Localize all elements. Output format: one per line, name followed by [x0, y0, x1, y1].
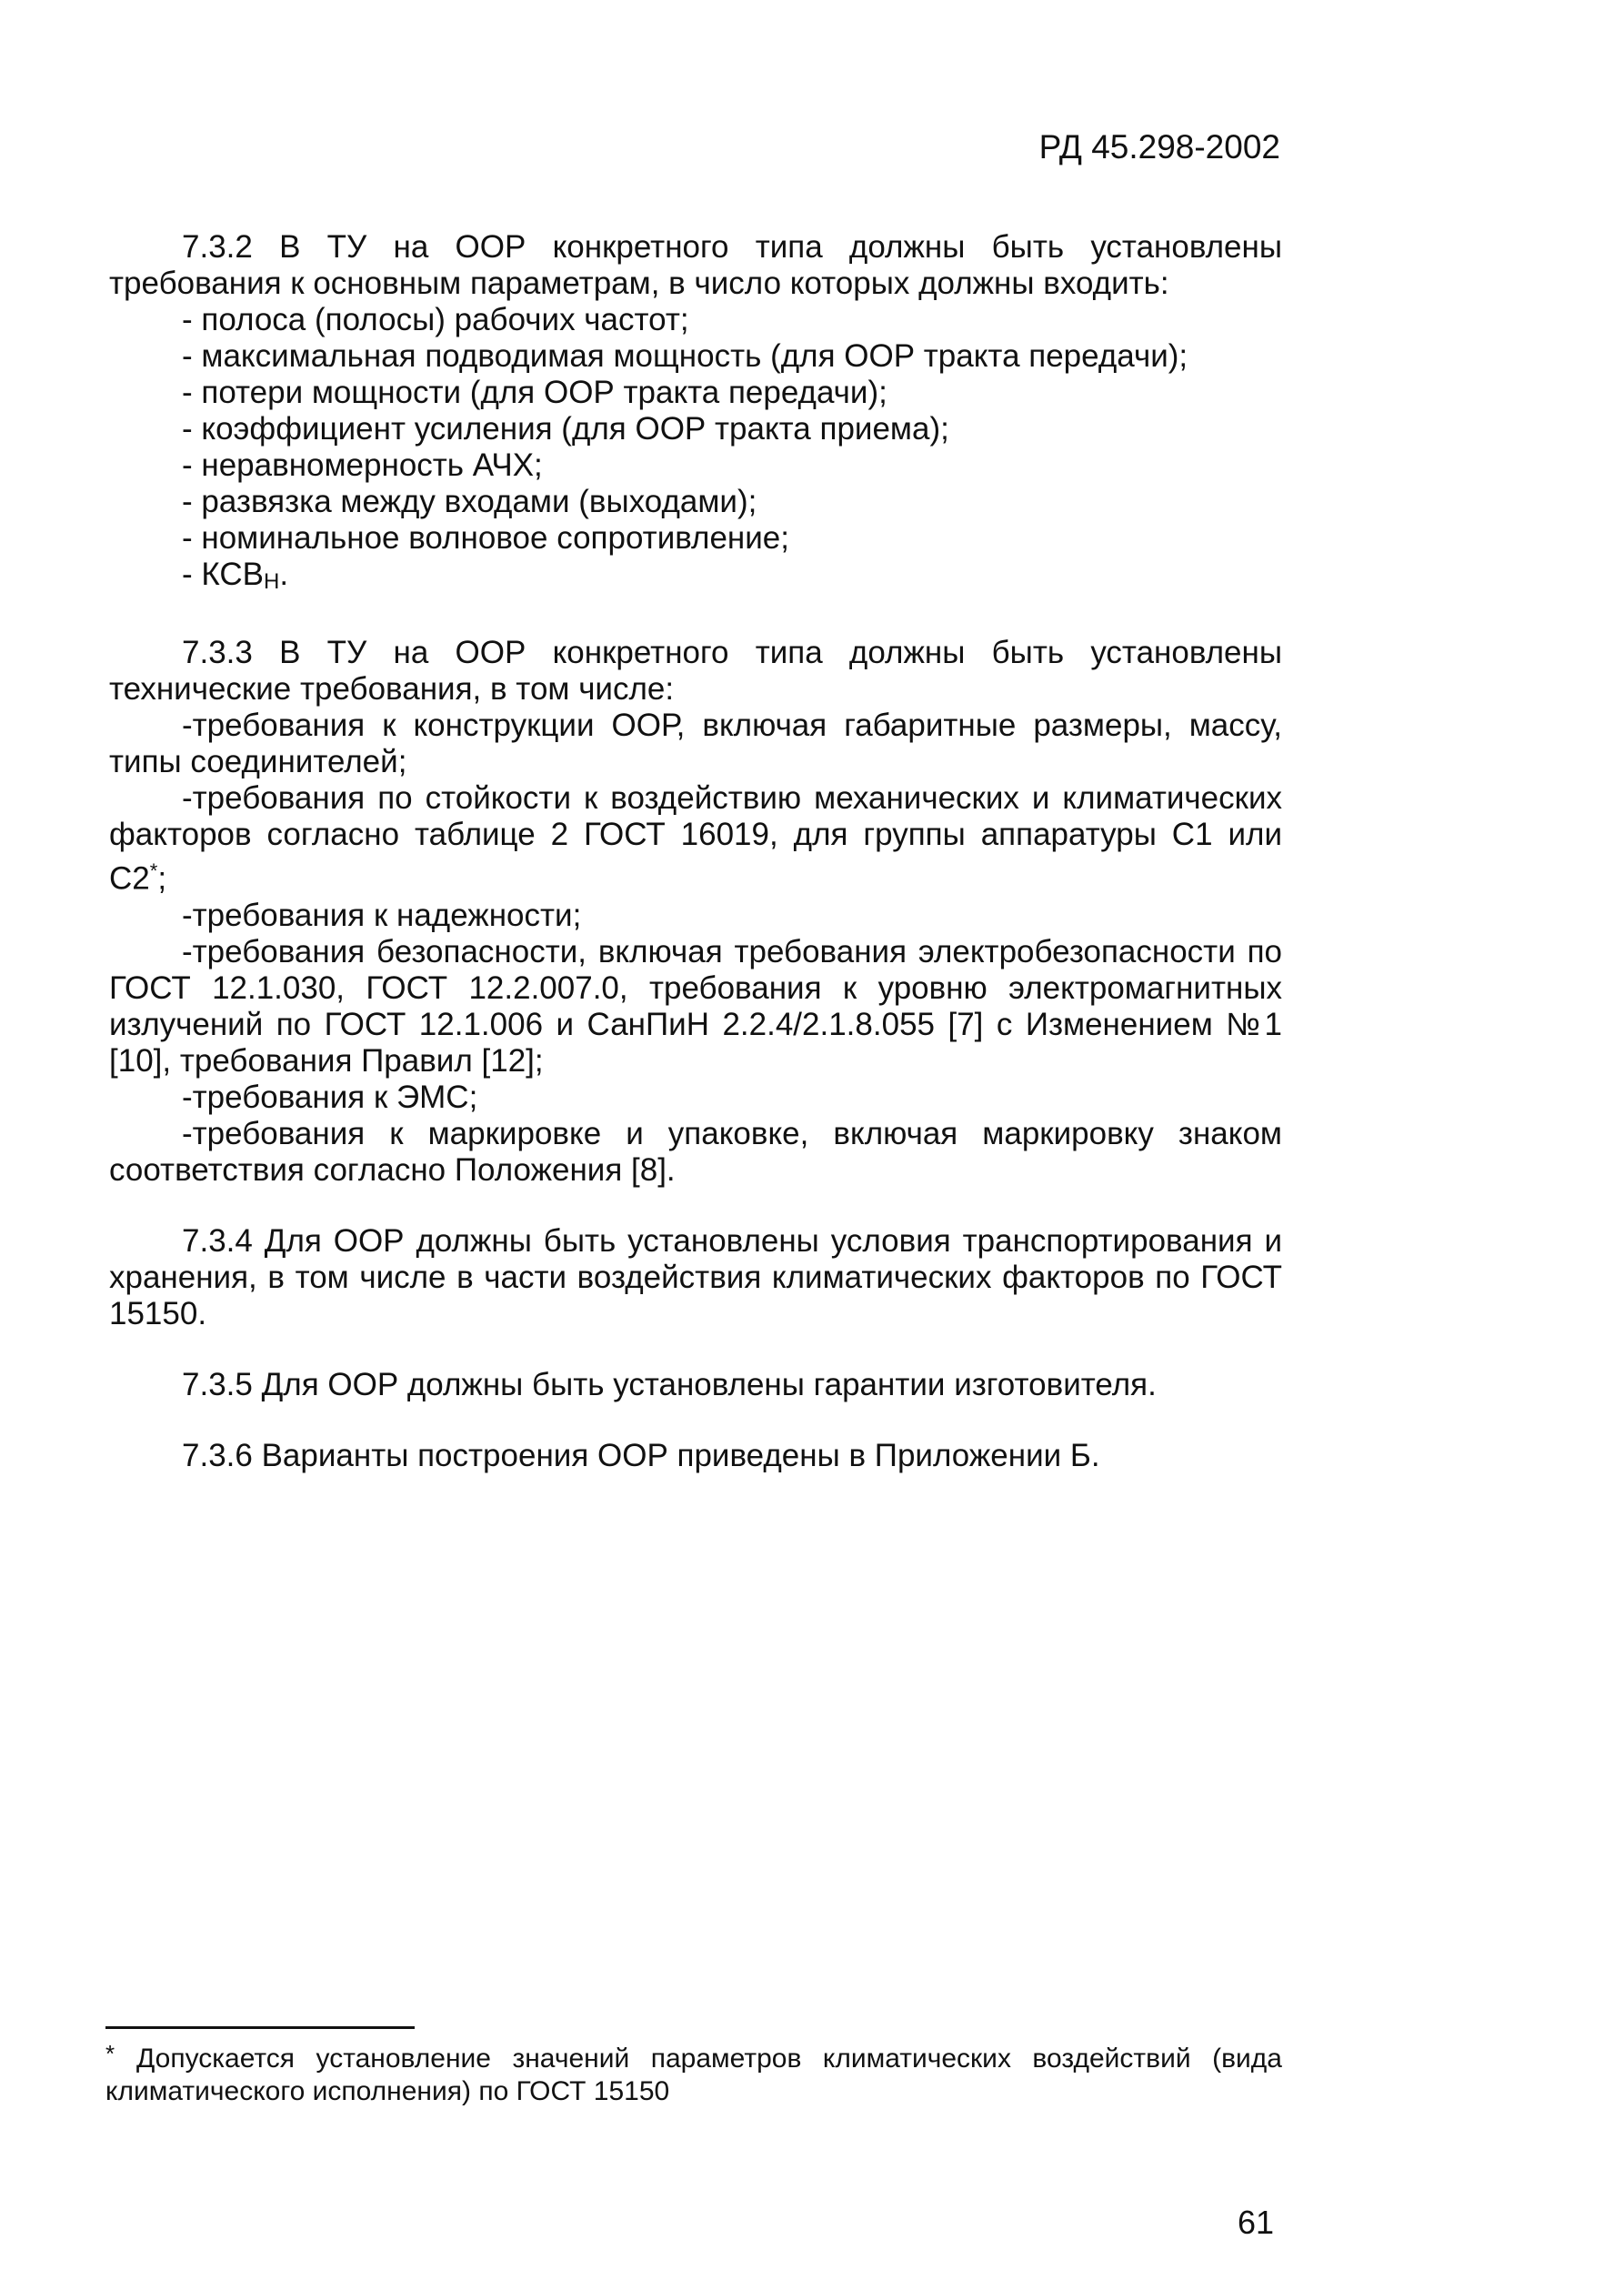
section-7-3-3-item: -требования к конструкции ООР, включая габаритные размеры, массу, типы соединителей; — [109, 708, 1282, 779]
section-7-3-3-item: -требования к маркировке и упаковке, включая маркировку знаком соответствия согласно Положения [8]. — [109, 1115, 1282, 1188]
list-item: - неравномерность АЧХ; — [182, 447, 543, 483]
ksv-subscript: Н — [264, 569, 280, 594]
section-7-3-5: 7.3.5 Для ООР должны быть установлены гарантии изготовителя. — [182, 1366, 1157, 1402]
section-7-3-3-item: -требования к ЭМС; — [182, 1079, 478, 1115]
footnote-divider — [105, 2026, 415, 2029]
spacer — [109, 600, 1282, 635]
list-item: - развязка между входами (выходами); — [182, 484, 757, 519]
spacer — [109, 1189, 1282, 1223]
spacer — [109, 1403, 1282, 1438]
footnote-mark: * — [105, 2040, 115, 2067]
ksv-text: - КСВ — [182, 557, 264, 592]
section-7-3-3-item: -требования к надежности; — [182, 897, 582, 933]
footnote — [105, 2040, 1282, 2108]
spacer — [109, 1332, 1282, 1367]
footnote-text: Допускается установление значений параметров климатических воздействий (вида климатического исполнения) по ГОСТ 15150 — [105, 2044, 1282, 2106]
footnote-reference: * — [149, 859, 158, 882]
section-7-3-4: 7.3.4 Для ООР должны быть установлены условия транспортирования и хранения, в том числе в части воздействия климатических факторов по ГОСТ 15150. — [109, 1222, 1282, 1331]
item-end: ; — [157, 860, 167, 897]
page-number: 61 — [1237, 2204, 1274, 2241]
section-7-3-6: 7.3.6 Варианты построения ООР приведены в Приложении Б. — [182, 1437, 1100, 1473]
list-item: - полоса (полосы) рабочих частот; — [182, 302, 689, 337]
list-item: - коэффициент усиления (для ООР тракта приема); — [182, 411, 949, 447]
section-7-3-2-list — [109, 302, 1282, 600]
list-item: - максимальная подводимая мощность (для ООР тракта передачи); — [182, 338, 1188, 374]
list-item: - потери мощности (для ООР тракта передачи); — [182, 375, 887, 410]
section-7-3-2-intro: 7.3.2 В ТУ на ООР конкретного типа должны быть установлены требования к основным параметрам, в число которых должны входить: — [109, 229, 1282, 301]
list-item: - номинальное волновое сопротивление; — [182, 520, 789, 556]
list-item-ksvn — [109, 557, 1282, 600]
section-7-3-3-intro: 7.3.3 В ТУ на ООР конкретного типа должны быть установлены технические требования, в том числе: — [109, 635, 1282, 707]
section-7-3-3-item — [109, 780, 1282, 898]
item-text: -требования по стойкости к воздействию механических и климатических факторов согласно таблице 2 ГОСТ 16019, для группы аппаратуры С1 или С2 — [109, 780, 1282, 897]
section-7-3-3-item: -требования безопасности, включая требования электробезопасности по ГОСТ 12.1.030, ГОСТ 12.2.007.0, требования к уровню электромагнитных излучений по ГОСТ 12.1.006 и СанПиН 2.2.4/2.1.8.055 [7] с Изменением №1 [10], требования Правил [12]; — [109, 933, 1282, 1079]
page-body — [109, 229, 1282, 1474]
document-code: РД 45.298-2002 — [1038, 128, 1280, 166]
ksv-end: . — [279, 557, 289, 592]
